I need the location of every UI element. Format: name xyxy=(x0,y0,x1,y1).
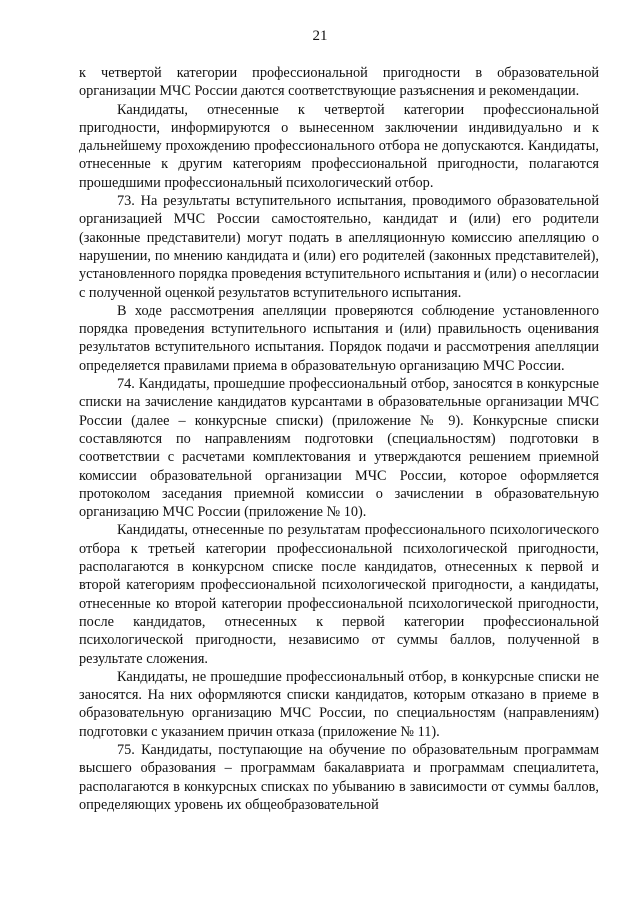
paragraph-75-higher-education: 75. Кандидаты, поступающие на обучение по образовательным программам высшего образования – программам бакалавриата и программам специалитета, располагаются в конкурсных списках по убыванию в зависимости от суммы баллов, определяющих уровень их общеобразовательной xyxy=(79,741,599,813)
paragraph-appeal-review: В ходе рассмотрения апелляции проверяются соблюдение установленного порядка проведения вступительного испытания и (или) правильность оценивания результатов вступительного испытания. Порядок подачи и рассмотрения апелляции определяется правилами приема в образовательную организацию МЧС России. xyxy=(79,302,599,374)
page-number: 21 xyxy=(312,28,328,44)
paragraph-73-appeal: 73. На результаты вступительного испытания, проводимого образовательной организацией МЧС России самостоятельно, кандидат и (или) его родители (законные представители) могут подать в апелляционную комиссию апелляцию о нарушении, по мнению кандидата и (или) его родителей (законных представителей), установленного порядка проведения вступительного испытания и (или) о несогласии с полученной оценкой результатов вступительного испытания. xyxy=(79,193,599,301)
paragraph-continuation: к четвертой категории профессиональной пригодности в образовательной организации МЧС России даются соответствующие разъяснения и рекомендации. xyxy=(79,65,599,100)
document-body xyxy=(79,64,599,814)
paragraph-rejected-candidates: Кандидаты, не прошедшие профессиональный отбор, в конкурсные списки не заносятся. На них оформляются списки кандидатов, которым отказано в приеме в образовательную организацию МЧС России, по специальностям (направлениям) подготовки с указанием причин отказа (приложение № 11). xyxy=(79,668,599,740)
paragraph-psychological-categories: Кандидаты, отнесенные по результатам профессионального психологического отбора к третьей категории профессиональной психологической пригодности, располагаются в конкурсном списке после кандидатов, отнесенных к первой и второй категориям профессиональной психологической пригодности, а кандидаты, отнесенные ко второй категории профессиональной психологической пригодности, после кандидатов, отнесенных к первой категории профессиональной психологической пригодности, независимо от суммы баллов, полученной в результате сложения. xyxy=(79,522,599,667)
paragraph-fourth-category-candidates: Кандидаты, отнесенные к четвертой категории профессиональной пригодности, информируются о вынесенном заключении индивидуально и к дальнейшему прохождению профессионального отбора не допускаются. Кандидаты, отнесенные к другим категориям профессиональной пригодности, полагаются прошедшими профессиональный психологический отбор. xyxy=(79,101,599,191)
paragraph-74-competitive-lists: 74. Кандидаты, прошедшие профессиональный отбор, заносятся в конкурсные списки на зачисление кандидатов курсантами в образовательные организации МЧС России (далее – конкурсные списки) (приложение № 9). Конкурсные списки составляются по направлениям подготовки (специальностям) подготовки в соответствии с расчетами комплектования и утверждаются решением приемной комиссии образовательной организации МЧС России, которое оформляется протоколом заседания приемной комиссии о зачислении в образовательную организацию МЧС России (приложение № 10). xyxy=(79,376,599,521)
